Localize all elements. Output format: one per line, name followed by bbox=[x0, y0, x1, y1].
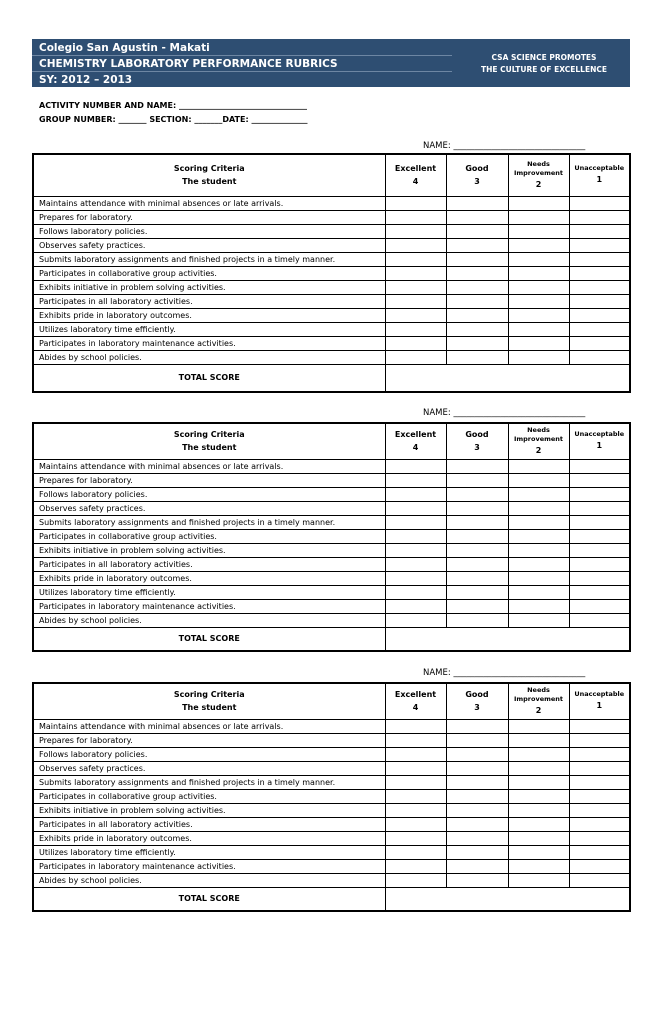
criteria-text: Exhibits initiative in problem solving activities. bbox=[33, 803, 385, 817]
score-cell[interactable] bbox=[446, 761, 508, 775]
criteria-text: Observes safety practices. bbox=[33, 761, 385, 775]
criteria-text: Participates in collaborative group activities. bbox=[33, 266, 385, 280]
score-cell[interactable] bbox=[446, 294, 508, 308]
score-cell[interactable] bbox=[569, 845, 630, 859]
good-score: 3 bbox=[474, 703, 480, 713]
score-cell[interactable] bbox=[446, 613, 508, 627]
score-cell[interactable] bbox=[508, 775, 569, 789]
unacceptable-score: 1 bbox=[596, 441, 603, 451]
score-cell[interactable] bbox=[508, 803, 569, 817]
needs-score: 2 bbox=[535, 445, 542, 455]
score-cell[interactable] bbox=[385, 543, 446, 557]
excellent-label: Excellent bbox=[394, 430, 437, 440]
score-cell[interactable] bbox=[446, 224, 508, 238]
criteria-text: Participates in collaborative group activities. bbox=[33, 789, 385, 803]
score-cell[interactable] bbox=[508, 322, 569, 336]
score-cell[interactable] bbox=[508, 845, 569, 859]
score-cell[interactable] bbox=[385, 459, 446, 473]
score-cell[interactable] bbox=[508, 613, 569, 627]
excellent-score: 4 bbox=[412, 443, 419, 453]
criteria-text: Exhibits pride in laboratory outcomes. bbox=[33, 831, 385, 845]
score-cell[interactable] bbox=[508, 859, 569, 873]
total-score-cell[interactable] bbox=[385, 364, 630, 392]
score-cell[interactable] bbox=[385, 210, 446, 224]
unacceptable-header bbox=[569, 683, 630, 719]
criteria-text: Participates in all laboratory activities. bbox=[33, 557, 385, 571]
header-divider bbox=[32, 71, 452, 72]
score-cell[interactable] bbox=[385, 831, 446, 845]
total-score-label: TOTAL SCORE bbox=[33, 627, 385, 651]
score-cell[interactable] bbox=[385, 224, 446, 238]
score-cell[interactable] bbox=[508, 543, 569, 557]
score-cell[interactable] bbox=[508, 280, 569, 294]
criteria-row bbox=[33, 473, 630, 487]
score-cell[interactable] bbox=[569, 238, 630, 252]
criteria-text: Exhibits pride in laboratory outcomes. bbox=[33, 308, 385, 322]
criteria-text: Submits laboratory assignments and finished projects in a timely manner. bbox=[33, 515, 385, 529]
score-cell[interactable] bbox=[508, 210, 569, 224]
score-cell[interactable] bbox=[385, 873, 446, 887]
criteria-subtitle: The student bbox=[182, 443, 237, 453]
score-cell[interactable] bbox=[385, 719, 446, 733]
score-cell[interactable] bbox=[569, 459, 630, 473]
excellent-header bbox=[385, 423, 446, 459]
score-cell[interactable] bbox=[569, 322, 630, 336]
improvement-label: Improvement bbox=[513, 168, 564, 177]
criteria-row bbox=[33, 585, 630, 599]
score-cell[interactable] bbox=[508, 817, 569, 831]
score-cell[interactable] bbox=[569, 775, 630, 789]
header-left bbox=[39, 40, 338, 88]
score-cell[interactable] bbox=[385, 280, 446, 294]
criteria-text: Observes safety practices. bbox=[33, 238, 385, 252]
score-cell[interactable] bbox=[508, 336, 569, 350]
activity-line: ACTIVITY NUMBER AND NAME: ________________________________ bbox=[39, 101, 307, 110]
score-cell[interactable] bbox=[508, 459, 569, 473]
score-cell[interactable] bbox=[385, 571, 446, 585]
score-cell[interactable] bbox=[508, 224, 569, 238]
criteria-row bbox=[33, 515, 630, 529]
score-cell[interactable] bbox=[446, 210, 508, 224]
score-cell[interactable] bbox=[385, 266, 446, 280]
score-cell[interactable] bbox=[446, 747, 508, 761]
score-cell[interactable] bbox=[569, 308, 630, 322]
score-cell[interactable] bbox=[385, 789, 446, 803]
score-cell[interactable] bbox=[385, 761, 446, 775]
criteria-row bbox=[33, 196, 630, 210]
header-divider bbox=[32, 55, 452, 56]
score-cell[interactable] bbox=[508, 789, 569, 803]
score-cell[interactable] bbox=[508, 733, 569, 747]
total-score-label: TOTAL SCORE bbox=[33, 364, 385, 392]
criteria-row bbox=[33, 280, 630, 294]
total-score-row bbox=[33, 887, 630, 911]
needs-score: 2 bbox=[535, 179, 542, 189]
needs-label: Needs bbox=[527, 685, 550, 694]
score-cell[interactable] bbox=[569, 224, 630, 238]
criteria-title: Scoring Criteria bbox=[173, 690, 245, 700]
unacceptable-score: 1 bbox=[596, 701, 603, 711]
criteria-text: Follows laboratory policies. bbox=[33, 487, 385, 501]
motto-line-1: CSA SCIENCE PROMOTES bbox=[491, 53, 597, 62]
score-cell[interactable] bbox=[446, 557, 508, 571]
criteria-title: Scoring Criteria bbox=[173, 430, 245, 440]
criteria-row bbox=[33, 529, 630, 543]
excellent-label: Excellent bbox=[394, 690, 437, 700]
unacceptable-label: Unacceptable bbox=[574, 690, 625, 699]
criteria-row bbox=[33, 487, 630, 501]
score-cell[interactable] bbox=[569, 266, 630, 280]
score-cell[interactable] bbox=[385, 613, 446, 627]
improvement-label: Improvement bbox=[513, 694, 564, 703]
score-cell[interactable] bbox=[569, 350, 630, 364]
score-cell[interactable] bbox=[385, 350, 446, 364]
rubric-header-row bbox=[33, 423, 630, 459]
score-cell[interactable] bbox=[385, 501, 446, 515]
criteria-text: Exhibits initiative in problem solving activities. bbox=[33, 543, 385, 557]
score-cell[interactable] bbox=[446, 280, 508, 294]
score-cell[interactable] bbox=[569, 210, 630, 224]
score-cell[interactable] bbox=[508, 747, 569, 761]
score-cell[interactable] bbox=[385, 196, 446, 210]
score-cell[interactable] bbox=[446, 308, 508, 322]
criteria-header bbox=[33, 423, 385, 459]
score-cell[interactable] bbox=[508, 266, 569, 280]
criteria-text: Exhibits initiative in problem solving activities. bbox=[33, 280, 385, 294]
criteria-row bbox=[33, 613, 630, 627]
total-score-label: TOTAL SCORE bbox=[33, 887, 385, 911]
score-cell[interactable] bbox=[446, 487, 508, 501]
group-line: GROUP NUMBER: _______ SECTION: _______DATE: ______________ bbox=[39, 115, 308, 124]
score-cell[interactable] bbox=[446, 473, 508, 487]
score-cell[interactable] bbox=[569, 585, 630, 599]
score-cell[interactable] bbox=[385, 859, 446, 873]
score-cell[interactable] bbox=[446, 529, 508, 543]
score-cell[interactable] bbox=[508, 529, 569, 543]
score-cell[interactable] bbox=[569, 817, 630, 831]
student-name-field[interactable]: NAME: _______________________________ bbox=[423, 668, 586, 678]
rubric-table bbox=[32, 682, 631, 912]
score-cell[interactable] bbox=[385, 803, 446, 817]
good-label: Good bbox=[465, 430, 489, 440]
criteria-row bbox=[33, 859, 630, 873]
criteria-row bbox=[33, 308, 630, 322]
criteria-text: Maintains attendance with minimal absences or late arrivals. bbox=[33, 196, 385, 210]
score-cell[interactable] bbox=[446, 789, 508, 803]
score-cell[interactable] bbox=[569, 789, 630, 803]
score-cell[interactable] bbox=[385, 585, 446, 599]
criteria-row bbox=[33, 350, 630, 364]
criteria-text: Follows laboratory policies. bbox=[33, 747, 385, 761]
criteria-text: Submits laboratory assignments and finished projects in a timely manner. bbox=[33, 252, 385, 266]
unacceptable-score: 1 bbox=[596, 175, 603, 185]
criteria-text: Prepares for laboratory. bbox=[33, 733, 385, 747]
score-cell[interactable] bbox=[508, 238, 569, 252]
total-score-row bbox=[33, 364, 630, 392]
criteria-text: Abides by school policies. bbox=[33, 350, 385, 364]
criteria-text: Maintains attendance with minimal absences or late arrivals. bbox=[33, 719, 385, 733]
score-cell[interactable] bbox=[569, 196, 630, 210]
good-header bbox=[446, 683, 508, 719]
score-cell[interactable] bbox=[569, 487, 630, 501]
criteria-text: Utilizes laboratory time efficiently. bbox=[33, 322, 385, 336]
excellent-score: 4 bbox=[412, 703, 419, 713]
score-cell[interactable] bbox=[385, 747, 446, 761]
criteria-row bbox=[33, 747, 630, 761]
score-cell[interactable] bbox=[446, 501, 508, 515]
document-title: CHEMISTRY LABORATORY PERFORMANCE RUBRICS bbox=[39, 58, 338, 70]
score-cell[interactable] bbox=[508, 585, 569, 599]
score-cell[interactable] bbox=[569, 719, 630, 733]
score-cell[interactable] bbox=[508, 873, 569, 887]
criteria-text: Participates in collaborative group activities. bbox=[33, 529, 385, 543]
score-cell[interactable] bbox=[446, 775, 508, 789]
score-cell[interactable] bbox=[385, 557, 446, 571]
criteria-subtitle: The student bbox=[182, 177, 237, 187]
score-cell[interactable] bbox=[508, 719, 569, 733]
criteria-row bbox=[33, 224, 630, 238]
score-cell[interactable] bbox=[569, 515, 630, 529]
good-header bbox=[446, 423, 508, 459]
score-cell[interactable] bbox=[508, 571, 569, 585]
score-cell[interactable] bbox=[569, 294, 630, 308]
score-cell[interactable] bbox=[446, 515, 508, 529]
score-cell[interactable] bbox=[446, 543, 508, 557]
score-cell[interactable] bbox=[385, 529, 446, 543]
criteria-row bbox=[33, 252, 630, 266]
needs-improvement-header bbox=[508, 683, 569, 719]
score-cell[interactable] bbox=[446, 252, 508, 266]
score-cell[interactable] bbox=[385, 336, 446, 350]
criteria-row bbox=[33, 803, 630, 817]
score-cell[interactable] bbox=[385, 294, 446, 308]
score-cell[interactable] bbox=[508, 487, 569, 501]
criteria-text: Participates in all laboratory activities. bbox=[33, 294, 385, 308]
score-cell[interactable] bbox=[385, 817, 446, 831]
good-label: Good bbox=[465, 164, 489, 174]
score-cell[interactable] bbox=[446, 599, 508, 613]
criteria-row bbox=[33, 557, 630, 571]
score-cell[interactable] bbox=[385, 845, 446, 859]
score-cell[interactable] bbox=[508, 294, 569, 308]
criteria-text: Abides by school policies. bbox=[33, 613, 385, 627]
score-cell[interactable] bbox=[569, 859, 630, 873]
score-cell[interactable] bbox=[569, 501, 630, 515]
rubric-table bbox=[32, 422, 631, 652]
criteria-text: Utilizes laboratory time efficiently. bbox=[33, 845, 385, 859]
score-cell[interactable] bbox=[446, 196, 508, 210]
criteria-text: Participates in laboratory maintenance activities. bbox=[33, 599, 385, 613]
score-cell[interactable] bbox=[569, 803, 630, 817]
student-name-field[interactable]: NAME: _______________________________ bbox=[423, 141, 586, 151]
score-cell[interactable] bbox=[446, 817, 508, 831]
criteria-row bbox=[33, 336, 630, 350]
good-score: 3 bbox=[474, 443, 480, 453]
needs-label: Needs bbox=[527, 425, 550, 434]
criteria-row bbox=[33, 873, 630, 887]
school-name: Colegio San Agustin - Makati bbox=[39, 42, 210, 54]
motto-line-2: THE CULTURE OF EXCELLENCE bbox=[481, 65, 607, 74]
score-cell[interactable] bbox=[508, 831, 569, 845]
criteria-row bbox=[33, 775, 630, 789]
score-cell[interactable] bbox=[569, 613, 630, 627]
score-cell[interactable] bbox=[385, 515, 446, 529]
criteria-text: Participates in all laboratory activities. bbox=[33, 817, 385, 831]
good-score: 3 bbox=[474, 177, 480, 187]
criteria-text: Abides by school policies. bbox=[33, 873, 385, 887]
unacceptable-label: Unacceptable bbox=[574, 430, 625, 439]
score-cell[interactable] bbox=[508, 252, 569, 266]
total-score-cell[interactable] bbox=[385, 887, 630, 911]
criteria-header bbox=[33, 154, 385, 196]
score-cell[interactable] bbox=[508, 761, 569, 775]
score-cell[interactable] bbox=[385, 599, 446, 613]
score-cell[interactable] bbox=[385, 487, 446, 501]
criteria-row bbox=[33, 501, 630, 515]
rubric-header-row bbox=[33, 154, 630, 196]
school-year: SY: 2012 – 2013 bbox=[39, 74, 133, 86]
criteria-text: Exhibits pride in laboratory outcomes. bbox=[33, 571, 385, 585]
score-cell[interactable] bbox=[446, 719, 508, 733]
criteria-row bbox=[33, 543, 630, 557]
good-label: Good bbox=[465, 690, 489, 700]
criteria-row bbox=[33, 459, 630, 473]
header-motto bbox=[474, 52, 614, 76]
excellent-label: Excellent bbox=[394, 164, 437, 174]
student-name-field[interactable]: NAME: _______________________________ bbox=[423, 408, 586, 418]
score-cell[interactable] bbox=[446, 831, 508, 845]
rubric-header-row bbox=[33, 683, 630, 719]
score-cell[interactable] bbox=[446, 459, 508, 473]
score-cell[interactable] bbox=[385, 473, 446, 487]
score-cell[interactable] bbox=[569, 529, 630, 543]
criteria-row bbox=[33, 761, 630, 775]
score-cell[interactable] bbox=[569, 747, 630, 761]
needs-label: Needs bbox=[527, 159, 550, 168]
score-cell[interactable] bbox=[446, 733, 508, 747]
score-cell[interactable] bbox=[508, 501, 569, 515]
criteria-text: Maintains attendance with minimal absences or late arrivals. bbox=[33, 459, 385, 473]
score-cell[interactable] bbox=[385, 775, 446, 789]
criteria-title: Scoring Criteria bbox=[173, 164, 245, 174]
excellent-score: 4 bbox=[412, 177, 419, 187]
score-cell[interactable] bbox=[446, 585, 508, 599]
score-cell[interactable] bbox=[569, 571, 630, 585]
criteria-row bbox=[33, 831, 630, 845]
score-cell[interactable] bbox=[446, 873, 508, 887]
excellent-header bbox=[385, 683, 446, 719]
criteria-text: Utilizes laboratory time efficiently. bbox=[33, 585, 385, 599]
needs-improvement-header bbox=[508, 423, 569, 459]
score-cell[interactable] bbox=[385, 322, 446, 336]
improvement-label: Improvement bbox=[513, 434, 564, 443]
criteria-text: Follows laboratory policies. bbox=[33, 224, 385, 238]
criteria-row bbox=[33, 294, 630, 308]
criteria-row bbox=[33, 266, 630, 280]
score-cell[interactable] bbox=[385, 252, 446, 266]
criteria-header bbox=[33, 683, 385, 719]
criteria-text: Prepares for laboratory. bbox=[33, 473, 385, 487]
score-cell[interactable] bbox=[446, 350, 508, 364]
criteria-text: Observes safety practices. bbox=[33, 501, 385, 515]
score-cell[interactable] bbox=[446, 238, 508, 252]
score-cell[interactable] bbox=[446, 859, 508, 873]
score-cell[interactable] bbox=[508, 599, 569, 613]
score-cell[interactable] bbox=[508, 308, 569, 322]
total-score-cell[interactable] bbox=[385, 627, 630, 651]
criteria-row bbox=[33, 719, 630, 733]
header-banner bbox=[32, 39, 630, 87]
good-header bbox=[446, 154, 508, 196]
unacceptable-label: Unacceptable bbox=[574, 164, 625, 173]
unacceptable-header bbox=[569, 154, 630, 196]
score-cell[interactable] bbox=[569, 599, 630, 613]
criteria-text: Participates in laboratory maintenance activities. bbox=[33, 859, 385, 873]
score-cell[interactable] bbox=[385, 308, 446, 322]
criteria-row bbox=[33, 789, 630, 803]
score-cell[interactable] bbox=[385, 733, 446, 747]
total-score-row bbox=[33, 627, 630, 651]
excellent-header bbox=[385, 154, 446, 196]
score-cell[interactable] bbox=[446, 571, 508, 585]
criteria-row bbox=[33, 210, 630, 224]
score-cell[interactable] bbox=[569, 761, 630, 775]
score-cell[interactable] bbox=[569, 557, 630, 571]
score-cell[interactable] bbox=[569, 280, 630, 294]
criteria-row bbox=[33, 845, 630, 859]
score-cell[interactable] bbox=[508, 557, 569, 571]
score-cell[interactable] bbox=[385, 238, 446, 252]
criteria-text: Prepares for laboratory. bbox=[33, 210, 385, 224]
criteria-text: Submits laboratory assignments and finished projects in a timely manner. bbox=[33, 775, 385, 789]
score-cell[interactable] bbox=[446, 266, 508, 280]
score-cell[interactable] bbox=[446, 336, 508, 350]
score-cell[interactable] bbox=[508, 515, 569, 529]
needs-score: 2 bbox=[535, 705, 542, 715]
score-cell[interactable] bbox=[446, 322, 508, 336]
score-cell[interactable] bbox=[569, 473, 630, 487]
score-cell[interactable] bbox=[569, 252, 630, 266]
needs-improvement-header bbox=[508, 154, 569, 196]
criteria-text: Participates in laboratory maintenance activities. bbox=[33, 336, 385, 350]
score-cell[interactable] bbox=[508, 350, 569, 364]
criteria-row bbox=[33, 571, 630, 585]
score-cell[interactable] bbox=[569, 831, 630, 845]
rubric-table bbox=[32, 153, 631, 393]
criteria-row bbox=[33, 733, 630, 747]
score-cell[interactable] bbox=[508, 473, 569, 487]
criteria-row bbox=[33, 599, 630, 613]
score-cell[interactable] bbox=[446, 845, 508, 859]
unacceptable-header bbox=[569, 423, 630, 459]
criteria-row bbox=[33, 817, 630, 831]
score-cell[interactable] bbox=[569, 336, 630, 350]
score-cell[interactable] bbox=[569, 733, 630, 747]
criteria-subtitle: The student bbox=[182, 703, 237, 713]
criteria-row bbox=[33, 322, 630, 336]
score-cell[interactable] bbox=[508, 196, 569, 210]
score-cell[interactable] bbox=[569, 873, 630, 887]
score-cell[interactable] bbox=[446, 803, 508, 817]
criteria-row bbox=[33, 238, 630, 252]
score-cell[interactable] bbox=[569, 543, 630, 557]
